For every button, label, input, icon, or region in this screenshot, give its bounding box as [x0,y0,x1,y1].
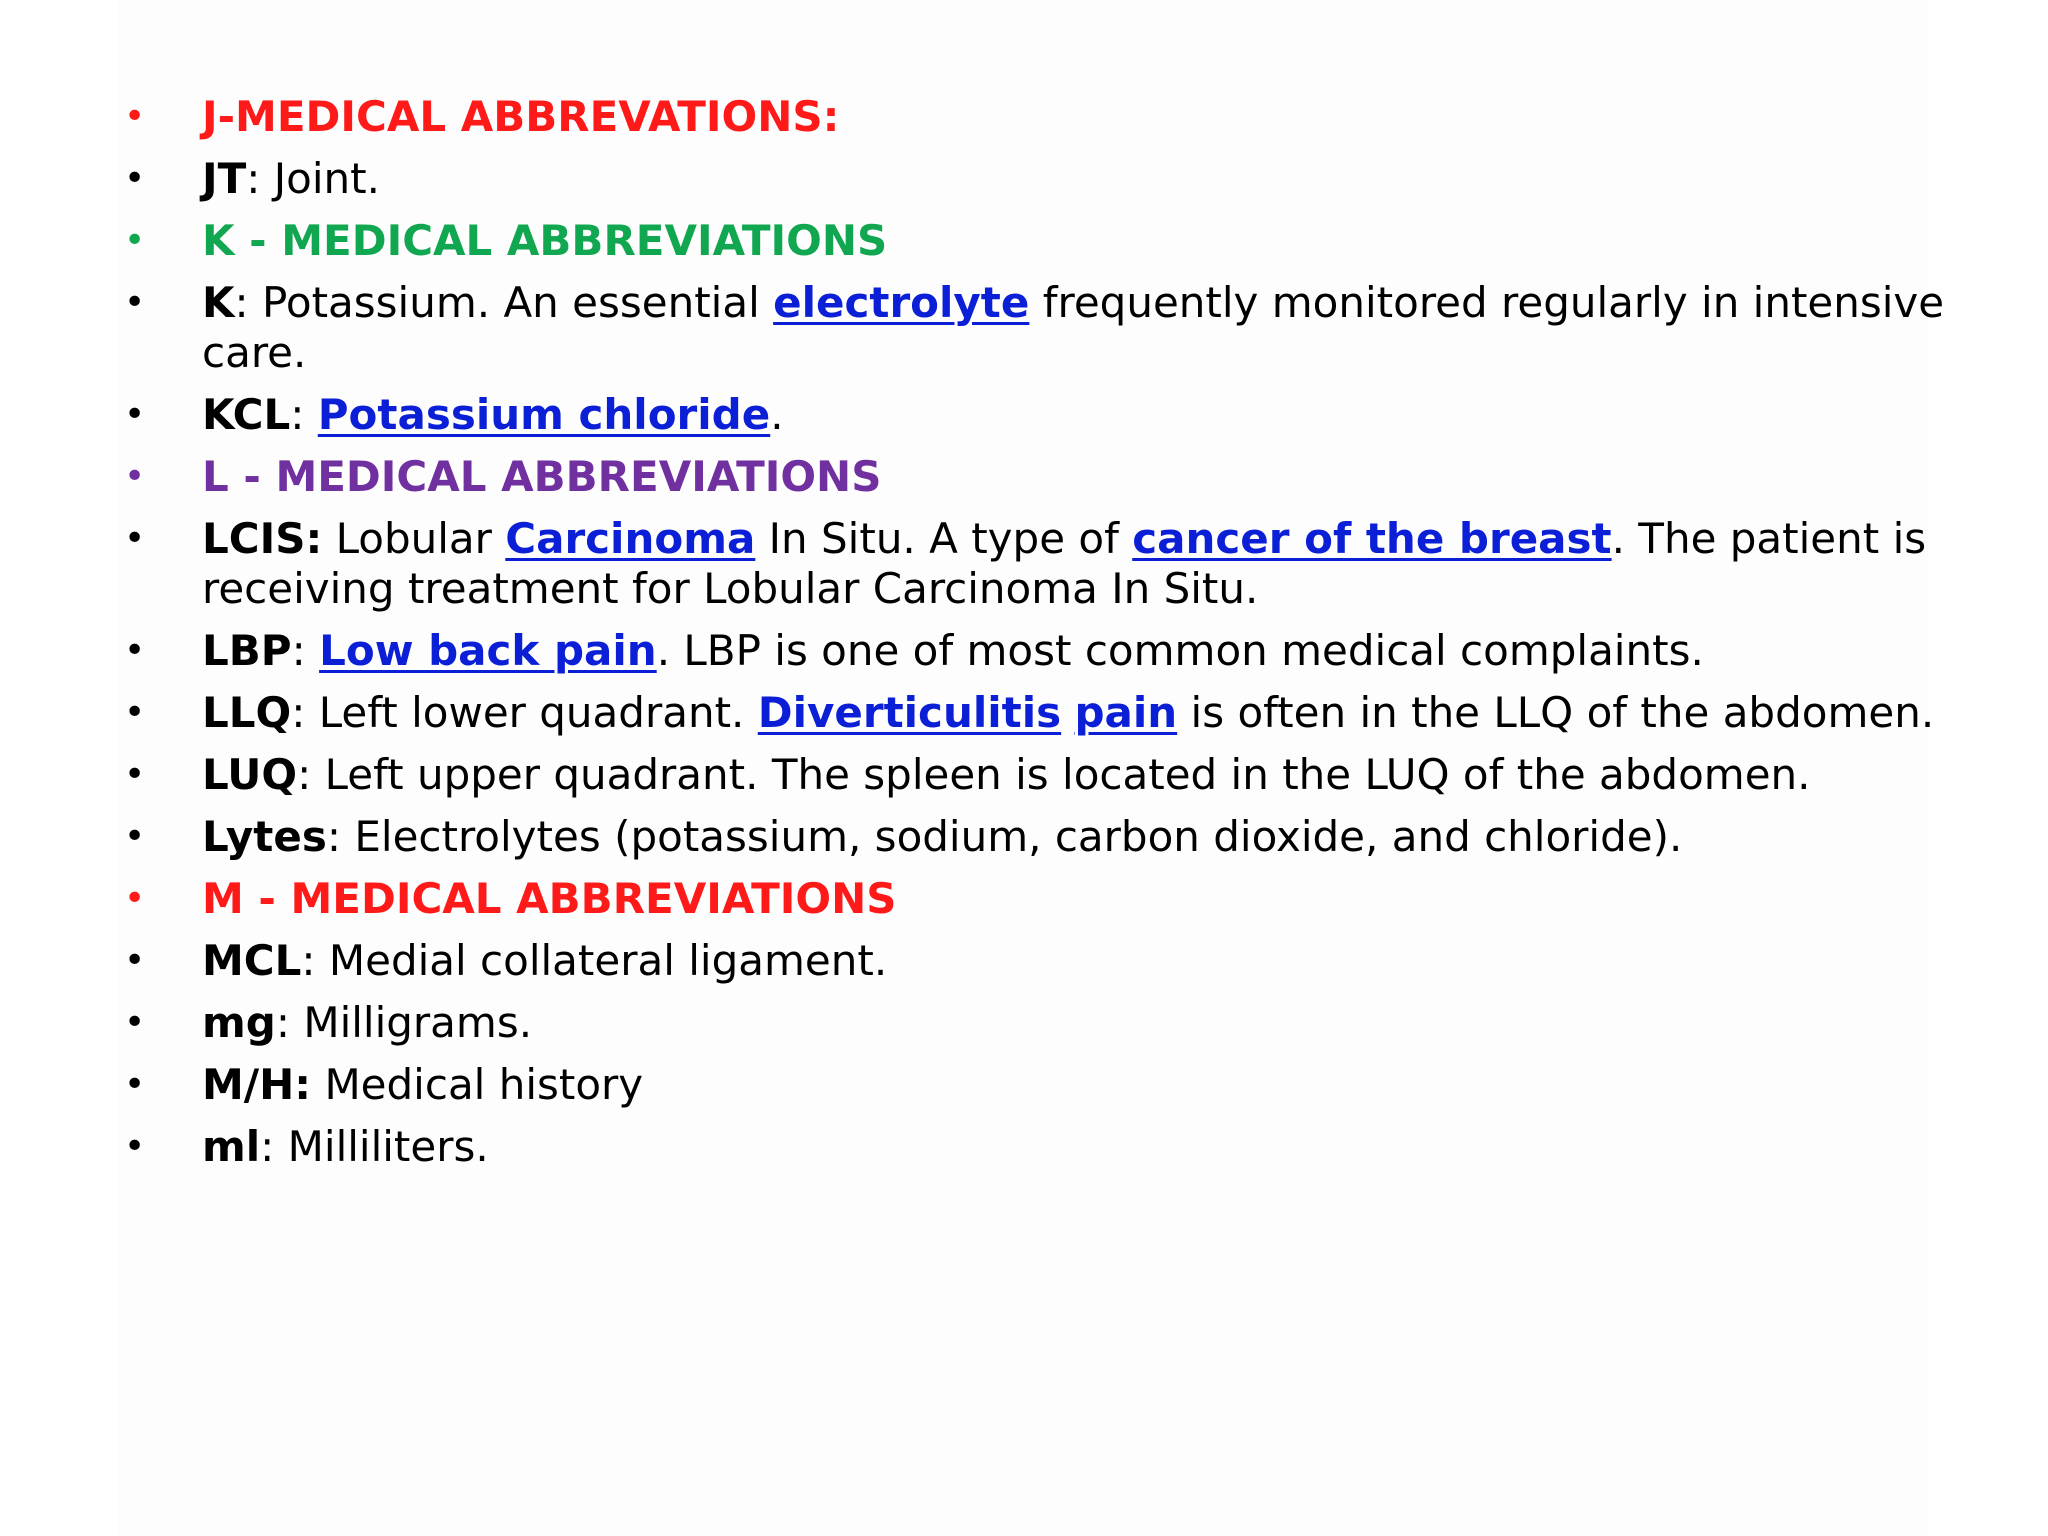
entry-lcis [120,514,1960,614]
definition-text: : Left upper quadrant. The spleen is located in the LUQ of the abdomen. [297,750,1811,799]
section-heading-k [120,216,1960,266]
definition-text: . The patient is receiving treatment for Lobular Carcinoma In Situ. [202,514,1927,613]
abbreviation-list [120,92,1960,1184]
entry-jt [120,154,1960,204]
definition-text: Medical history [311,1060,644,1109]
bullet-icon: • [124,220,146,261]
bullet-icon: • [124,394,146,435]
definition-text: : Medial collateral ligament. [301,936,888,985]
entry-k [120,278,1960,378]
entry-text [202,626,1960,676]
definition-text: Lobular [322,514,506,563]
definition-text: : Joint. [246,154,380,203]
definition-text [1061,688,1074,737]
entry-mcl [120,936,1960,986]
section-heading-text: L - MEDICAL ABBREVIATIONS [202,452,882,501]
entry-text [202,154,1960,204]
definition-text: . LBP is one of most common medical complaints. [656,626,1704,675]
entry-text [202,514,1960,614]
abbreviation-term: LUQ [202,750,298,799]
entry-text [202,390,1960,440]
section-heading-l [120,452,1960,502]
abbreviation-term: LLQ [202,688,292,737]
entry-text [202,936,1960,986]
abbreviation-term: JT [202,154,247,203]
diverticulitis-link[interactable]: Diverticulitis [757,688,1062,737]
bullet-icon: • [124,816,146,857]
bullet-icon: • [124,518,146,559]
bullet-icon: • [124,456,146,497]
cancer-of-the-breast-link[interactable]: cancer of the breast [1132,514,1612,563]
section-heading-text: K - MEDICAL ABBREVIATIONS [202,216,888,265]
entry-text [202,812,1960,862]
definition-text: In Situ. A type of [755,514,1133,563]
bullet-icon: • [124,630,146,671]
entry-text [202,1060,1960,1110]
section-heading-text: J-MEDICAL ABBREVATIONS: [202,92,840,141]
definition-text: : Electrolytes (potassium, sodium, carbon dioxide, and chloride). [326,812,1683,861]
definition-text: : Milliliters. [260,1122,489,1171]
bullet-icon: • [124,1064,146,1105]
potassium-chloride-link[interactable]: Potassium chloride [317,390,771,439]
abbreviation-term: K [202,278,235,327]
entry-llq [120,688,1960,738]
section-heading-m [120,874,1960,924]
entry-lytes [120,812,1960,862]
abbreviation-term: mg [202,998,276,1047]
definition-text: : [291,626,320,675]
carcinoma-link[interactable]: Carcinoma [505,514,756,563]
low-back-pain-link[interactable]: Low back pain [319,626,657,675]
section-heading-text: M - MEDICAL ABBREVIATIONS [202,874,897,923]
bullet-icon: • [124,282,146,323]
entry-kcl [120,390,1960,440]
bullet-icon: • [124,878,146,919]
definition-text: : Potassium. An essential [234,278,774,327]
entry-text [202,1122,1960,1172]
definition-text: is often in the LLQ of the abdomen. [1177,688,1935,737]
bullet-icon: • [124,754,146,795]
pain-link[interactable]: pain [1074,688,1178,737]
abbreviation-term: KCL [202,390,291,439]
entry-mg [120,998,1960,1048]
bullet-icon: • [124,1002,146,1043]
bullet-icon: • [124,692,146,733]
entry-text [202,688,1960,738]
definition-text: . [770,390,784,439]
bullet-icon: • [124,940,146,981]
definition-text: frequently monitored regularly in intensive care. [202,278,1945,377]
entry-luq [120,750,1960,800]
bullet-icon: • [124,1126,146,1167]
abbreviation-term: ml [202,1122,261,1171]
section-heading-j [120,92,1960,142]
bullet-icon: • [124,96,146,137]
definition-text: : Left lower quadrant. [291,688,758,737]
bullet-icon: • [124,158,146,199]
abbreviation-term: LBP [202,626,292,675]
entry-lbp [120,626,1960,676]
abbreviation-term: Lytes [202,812,327,861]
entry-text [202,750,1960,800]
definition-text: : [290,390,318,439]
electrolyte-link[interactable]: electrolyte [773,278,1030,327]
entry-ml [120,1122,1960,1172]
abbreviation-term: M/H: [202,1060,312,1109]
definition-text: : Milligrams. [275,998,533,1047]
entry-text [202,998,1960,1048]
abbreviation-term: LCIS: [202,514,323,563]
abbreviation-term: MCL [202,936,302,985]
entry-text [202,278,1960,378]
entry-mh [120,1060,1960,1110]
